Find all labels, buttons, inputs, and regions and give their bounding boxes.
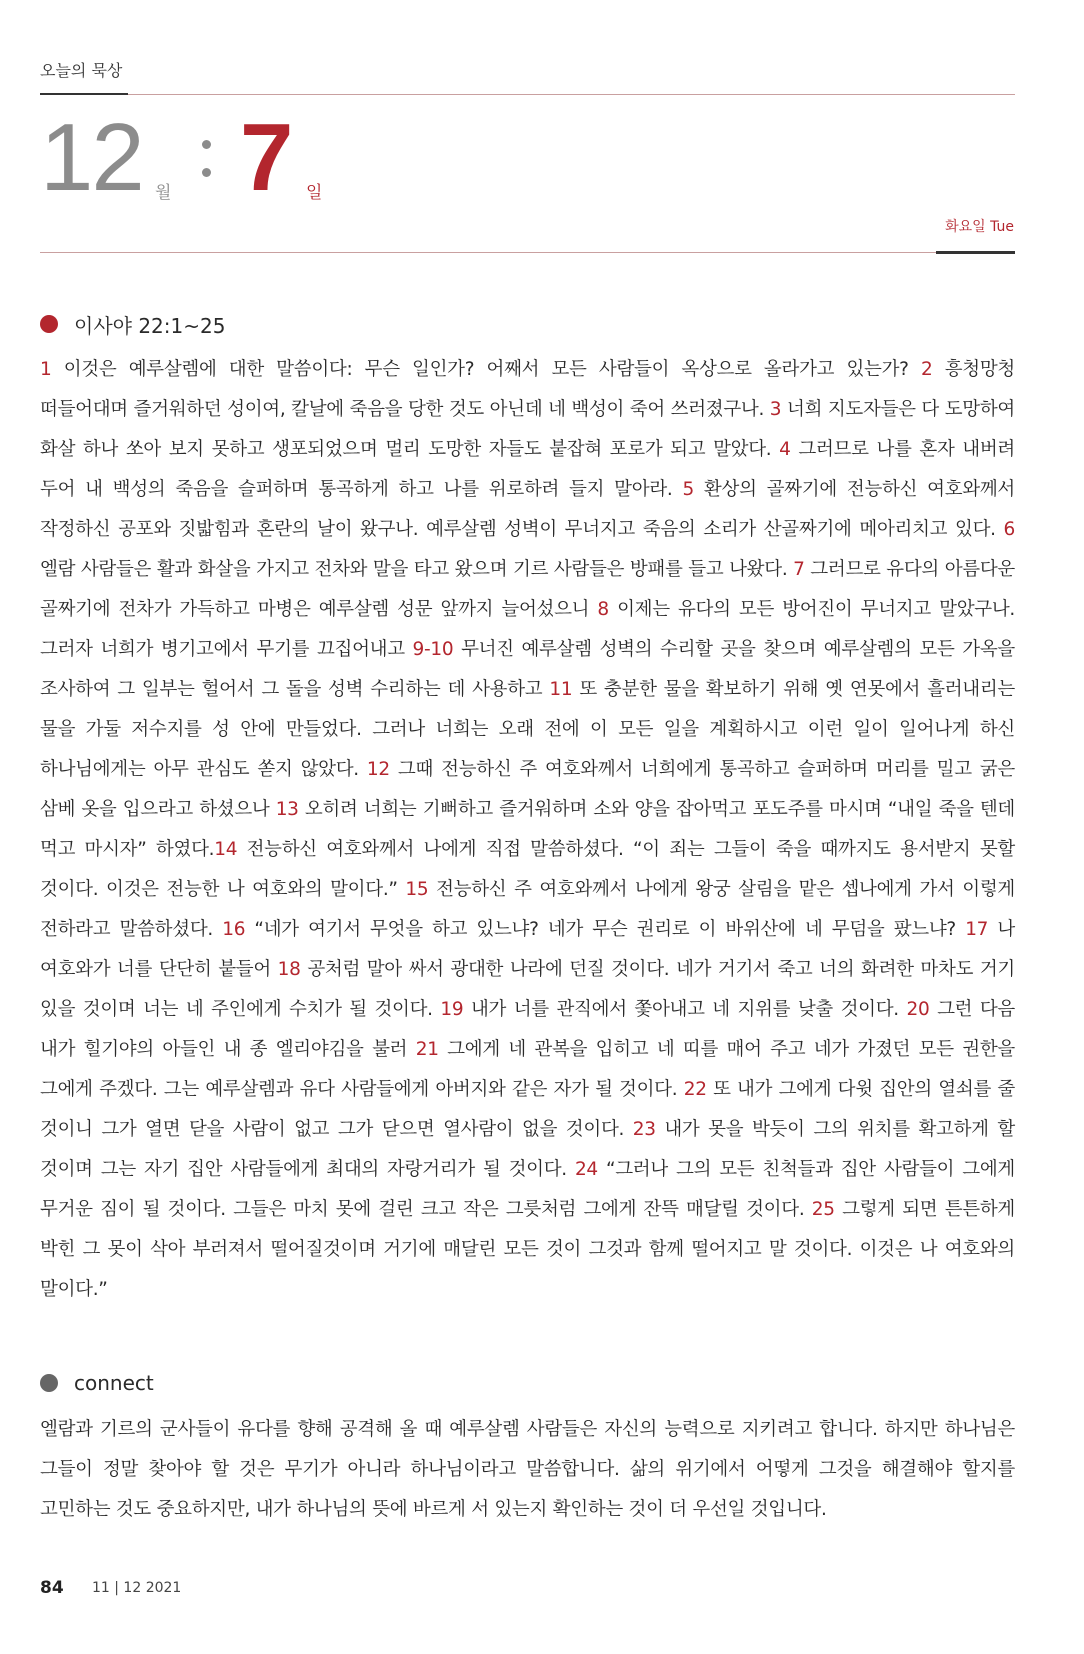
scripture-heading	[40, 311, 225, 337]
day-number: 7	[240, 104, 294, 211]
day-unit: 일	[306, 183, 323, 203]
verse-text: 오히려 너희는 기뻐하고 즐거워하며 소와 양을 잡아먹고 포도주를 마시며 “내일 죽을 텐데 먹고 마시자” 하였다.	[40, 799, 1015, 860]
verse-text: 그때 전능하신 주 여호와께서 너희에게 통곡하고 슬퍼하며 머리를 밀고 굵은 삼베 옷을 입으라고 하셨으나	[40, 759, 1015, 820]
date-colon	[202, 108, 214, 208]
verse-number: 4	[779, 439, 791, 460]
verse-number: 12	[366, 759, 390, 780]
verse-text: 흥청망청 떠들어대며 즐거워하던 성이여, 칼날에 죽음을 당한 것도 아닌데 네 백성이 죽어 쓰러졌구나.	[40, 359, 1015, 420]
verse-text: 전능하신 주 여호와께서 나에게 왕궁 살림을 맡은 셉나에게 가서 이렇게 전하라고 말씀하셨다.	[40, 879, 1015, 940]
verse-number: 7	[793, 559, 805, 580]
verse-number: 11	[549, 679, 573, 700]
verse-number: 2	[920, 359, 933, 380]
bullet-icon	[40, 315, 58, 333]
verse-text: 또 충분한 물을 확보하기 위해 옛 연못에서 흘러내리는 물을 가둘 저수지를 성 안에 만들었다. 그러나 너희는 오래 전에 이 모든 일을 계획하시고 이런 일이 일어나게 하신 하나님에게는 아무 관심도 쏟지 않았다.	[40, 679, 1015, 780]
header-rule	[40, 94, 1015, 95]
verse-text: 나 여호와가 너를 단단히 붙들어	[40, 919, 1015, 980]
verse-number: 24	[574, 1159, 598, 1180]
verse-text: 내가 너를 관직에서 쫓아내고 네 지위를 낮출 것이다.	[470, 999, 907, 1020]
scripture-title: 이사야 22:1~25	[74, 313, 226, 338]
verse-number: 14	[214, 839, 238, 860]
verse-number: 21	[415, 1039, 439, 1060]
verse-text: 엘람 사람들은 활과 화살을 가지고 전차와 말을 타고 왔으며 기르 사람들은 방패를 들고 나왔다.	[40, 559, 794, 580]
verse-number: 8	[597, 599, 609, 620]
connect-heading	[40, 1370, 154, 1396]
verse-text: 또 내가 그에게 다윗 집안의 열쇠를 줄 것이니 그가 열면 닫을 사람이 없고 그가 닫으면 열사람이 없을 것이다.	[40, 1079, 1015, 1140]
connect-body: 엘람과 기르의 군사들이 유다를 향해 공격해 올 때 예루살렘 사람들은 자신의 능력으로 지키려고 합니다. 하지만 하나님은 그들이 정말 찾아야 할 것은 무기가 아니라 하나님이라고 말씀합니다. 삶의 위기에서 어떻게 그것을 해결해야 할지를 고민하는 것도 중요하지만, 내가 하나님의 뜻에 바르게 서 있는지 확인하는 것이 더 우선일 것입니다.	[40, 1419, 1015, 1520]
verse-text: 그러므로 나를 혼자 내버려 두어 내 백성의 죽음을 슬퍼하며 통곡하게 하고 나를 위로하려 들지 말아라.	[40, 439, 1015, 500]
verse-text: 환상의 골짜기에 전능하신 여호와께서 작정하신 공포와 짓밟힘과 혼란의 날이 왔구나. 예루살렘 성벽이 무너지고 죽음의 소리가 산골짜기에 메아리치고 있다.	[40, 479, 1015, 540]
section-label: 오늘의 묵상	[40, 61, 123, 80]
verse-number: 6	[1003, 519, 1015, 540]
date-display	[40, 104, 640, 211]
page-number: 84	[40, 1578, 64, 1598]
verse-number: 5	[682, 479, 694, 500]
weekday: 화요일 Tue	[945, 219, 1014, 235]
verse-text: “그러나 그의 모든 친척들과 집안 사람들이 그에게 무거운 짐이 될 것이다. 그들은 마치 못에 걸린 크고 작은 그릇처럼 그에게 잔뜩 매달릴 것이다.	[40, 1159, 1015, 1220]
verse-text: “네가 여기서 무엇을 하고 있느냐? 네가 무슨 권리로 이 바위산에 네 무덤을 팠느냐?	[254, 919, 966, 940]
scripture-body	[40, 350, 1015, 1310]
verse-number: 15	[405, 879, 429, 900]
verse-number: 1	[40, 359, 52, 380]
verse-text: 전능하신 여호와께서 나에게 직접 말씀하셨다. “이 죄는 그들이 죽을 때까지도 용서받지 못할 것이다. 이것은 전능한 나 여호와의 말이다.”	[40, 839, 1015, 900]
verse-text: 공처럼 말아 싸서 광대한 나라에 던질 것이다. 네가 거기서 죽고 너의 화려한 마차도 거기 있을 것이며 너는 네 주인에게 수치가 될 것이다.	[40, 959, 1015, 1020]
verse-number: 23	[632, 1119, 656, 1140]
verse-number: 25	[811, 1199, 835, 1220]
verse-number: 16	[222, 919, 246, 940]
issue-date: 11 | 12 2021	[92, 1580, 182, 1596]
verse-text: 이것은 예루살렘에 대한 말씀이다: 무슨 일인가? 어째서 모든 사람들이 옥상으로 올라가고 있는가?	[63, 359, 921, 380]
month-unit: 월	[155, 183, 172, 203]
verse-text: 그런 다음 내가 힐기야의 아들인 내 종 엘리야김을 불러	[40, 999, 1015, 1060]
weekday-underline	[936, 251, 1015, 254]
verse-number: 20	[906, 999, 930, 1020]
verse-number: 19	[440, 999, 464, 1020]
month-number: 12	[40, 104, 143, 211]
verse-text: 그렇게 되면 튼튼하게 박힌 그 못이 삭아 부러져서 떨어질것이며 거기에 매달린 모든 것이 그것과 함께 떨어지고 말 것이다. 이것은 나 여호와의 말이다.”	[40, 1199, 1015, 1300]
connect-title: connect	[74, 1371, 154, 1395]
verse-number: 22	[683, 1079, 707, 1100]
verse-number: 18	[277, 959, 301, 980]
verse-text: 무너진 예루살렘 성벽의 수리할 곳을 찾으며 예루살렘의 모든 가옥을 조사하여 그 일부는 헐어서 그 돌을 성벽 수리하는 데 사용하고	[40, 639, 1015, 700]
verse-number: 3	[769, 399, 782, 420]
verse-text: 이제는 유다의 모든 방어진이 무너지고 말았구나. 그러자 너희가 병기고에서 무기를 끄집어내고	[40, 599, 1015, 660]
verse-number: 17	[965, 919, 989, 940]
header-bottom-rule	[40, 252, 1015, 253]
verse-text: 그러므로 유다의 아름다운 골짜기에 전차가 가득하고 마병은 예루살렘 성문 앞까지 늘어섰으니	[40, 559, 1015, 620]
bullet-icon	[40, 1374, 58, 1392]
verse-number: 13	[275, 799, 299, 820]
verse-text: 내가 못을 박듯이 그의 위치를 확고하게 할 것이며 그는 자기 집안 사람들에게 최대의 자랑거리가 될 것이다.	[40, 1119, 1015, 1180]
verse-number: 9-10	[412, 639, 454, 660]
verse-text: 너희 지도자들은 다 도망하여 화살 하나 쏘아 보지 못하고 생포되었으며 멀리 도망한 자들도 붙잡혀 포로가 되고 말았다.	[40, 399, 1015, 460]
verse-text: 그에게 네 관복을 입히고 네 띠를 매어 주고 네가 가졌던 모든 권한을 그에게 주겠다. 그는 예루살렘과 유다 사람들에게 아버지와 같은 자가 될 것이다.	[40, 1039, 1015, 1100]
header-rule-accent	[40, 93, 128, 95]
